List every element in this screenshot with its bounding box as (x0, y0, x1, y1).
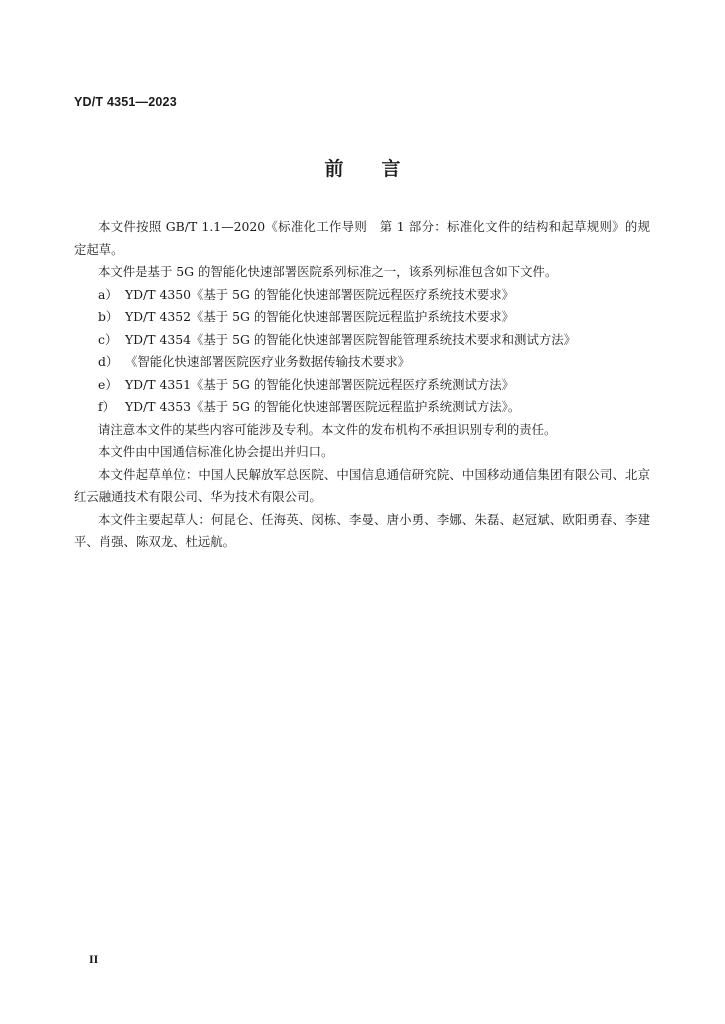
list-marker: d） (98, 354, 119, 369)
list-marker: a） (98, 286, 118, 302)
list-text: YD/T 4354《基于 5G 的智能化快速部署医院智能管理系统技术要求和测试方法》 (125, 331, 577, 347)
paragraph-drafting-rules: 本文件按照 GB/T 1.1—2020《标准化工作导则 第 1 部分：标准化文件的结构和起草规则》的规定起草。 (74, 219, 650, 257)
list-marker: e） (98, 376, 118, 392)
paragraph-drafting-units: 本文件起草单位：中国人民解放军总医院、中国信息通信研究院、中国移动通信集团有限公司、北京红云融通技术有限公司、华为技术有限公司。 (74, 466, 650, 504)
foreword-body (74, 216, 650, 554)
page-title: 前言 (324, 158, 439, 180)
list-text: YD/T 4350《基于 5G 的智能化快速部署医院远程医疗系统技术要求》 (125, 286, 515, 302)
list-marker: f） (98, 399, 115, 414)
list-item (74, 284, 650, 307)
paragraph-patent-notice: 请注意本文件的某些内容可能涉及专利。本文件的发布机构不承担识别专利的责任。 (98, 421, 557, 437)
page-number: II (89, 952, 99, 966)
list-item (74, 306, 650, 329)
list-item (74, 396, 650, 419)
list-item (74, 351, 650, 374)
list-text: YD/T 4351《基于 5G 的智能化快速部署医院远程医疗系统测试方法》 (125, 376, 515, 392)
list-marker: b） (98, 309, 119, 324)
list-text: 《智能化快速部署医院医疗业务数据传输技术要求》 (125, 354, 410, 369)
list-text: YD/T 4353《基于 5G 的智能化快速部署医院远程监护系统测试方法》。 (125, 399, 521, 414)
list-marker: c） (98, 331, 118, 347)
list-text: YD/T 4352《基于 5G 的智能化快速部署医院远程监护系统技术要求》 (125, 309, 515, 324)
list-item (74, 374, 650, 397)
standard-code: YD/T 4351—2023 (74, 95, 177, 109)
paragraph-series-intro: 本文件是基于 5G 的智能化快速部署医院系列标准之一，该系列标准包含如下文件。 (98, 264, 558, 279)
list-item (74, 329, 650, 352)
paragraph-drafters: 本文件主要起草人：何昆仑、任海英、闵栋、李曼、唐小勇、李娜、朱磊、赵冠斌、欧阳勇春、李建平、肖强、陈双龙、杜远航。 (74, 511, 650, 549)
paragraph-proposer: 本文件由中国通信标准化协会提出并归口。 (98, 444, 334, 459)
